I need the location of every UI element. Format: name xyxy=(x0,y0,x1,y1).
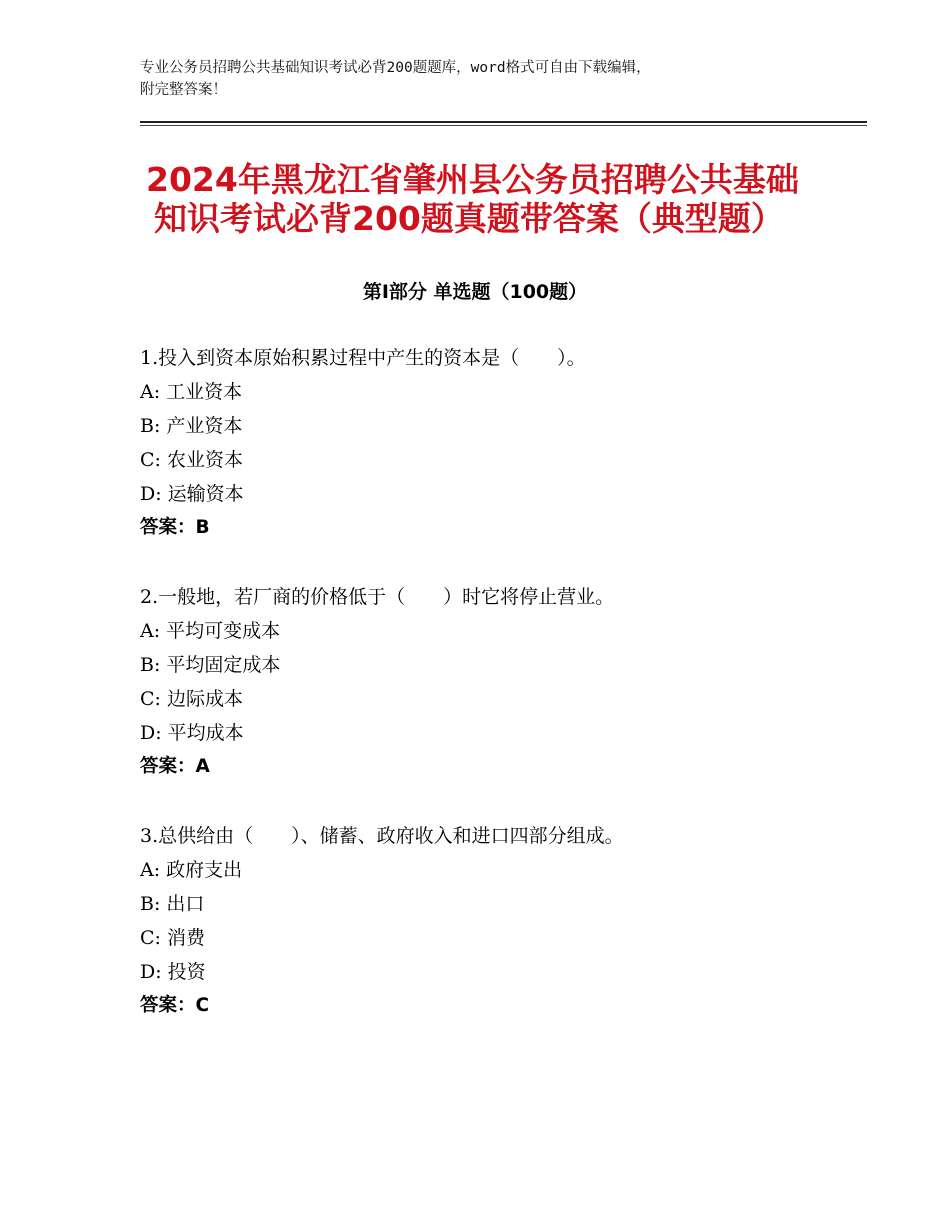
document-title-line-2: 知识考试必背200题真题带答案（典型题） xyxy=(154,199,784,238)
option-c: C: 边际成本 xyxy=(140,688,243,710)
question-3 xyxy=(140,819,860,1023)
answer-line: 答案：A xyxy=(140,756,210,777)
question-stem: 3.总供给由（ ）、储蓄、政府收入和进口四部分组成。 xyxy=(140,825,624,847)
option-b: B: 产业资本 xyxy=(140,415,243,437)
header-divider-thin xyxy=(140,125,867,126)
option-d: D: 投资 xyxy=(140,961,206,983)
answer-line: 答案：C xyxy=(140,995,210,1016)
question-stem: 1.投入到资本原始积累过程中产生的资本是（ ）。 xyxy=(140,347,586,369)
option-c: C: 农业资本 xyxy=(140,449,243,471)
header-divider-thick xyxy=(140,121,867,123)
option-b: B: 出口 xyxy=(140,893,205,915)
option-d: D: 平均成本 xyxy=(140,722,244,744)
answer-line: 答案：B xyxy=(140,517,210,538)
header-note-line-1: 专业公务员招聘公共基础知识考试必背200题题库，word格式可自由下载编辑， xyxy=(140,60,651,76)
header-note xyxy=(140,57,840,101)
option-a: A: 政府支出 xyxy=(140,859,243,881)
header-note-line-2: 附完整答案！ xyxy=(140,82,227,98)
option-b: B: 平均固定成本 xyxy=(140,654,281,676)
option-d: D: 运输资本 xyxy=(140,483,244,505)
document-title xyxy=(140,160,867,238)
option-c: C: 消费 xyxy=(140,927,205,949)
option-a: A: 工业资本 xyxy=(140,381,243,403)
question-1 xyxy=(140,341,860,545)
question-2 xyxy=(140,580,860,784)
document-title-line-1: 2024年黑龙江省肇州县公务员招聘公共基础 xyxy=(146,160,799,199)
question-stem: 2.一般地，若厂商的价格低于（ ）时它将停止营业。 xyxy=(140,586,615,608)
option-a: A: 平均可变成本 xyxy=(140,620,281,642)
section-heading: 第Ⅰ部分 单选题（100题） xyxy=(362,281,588,303)
